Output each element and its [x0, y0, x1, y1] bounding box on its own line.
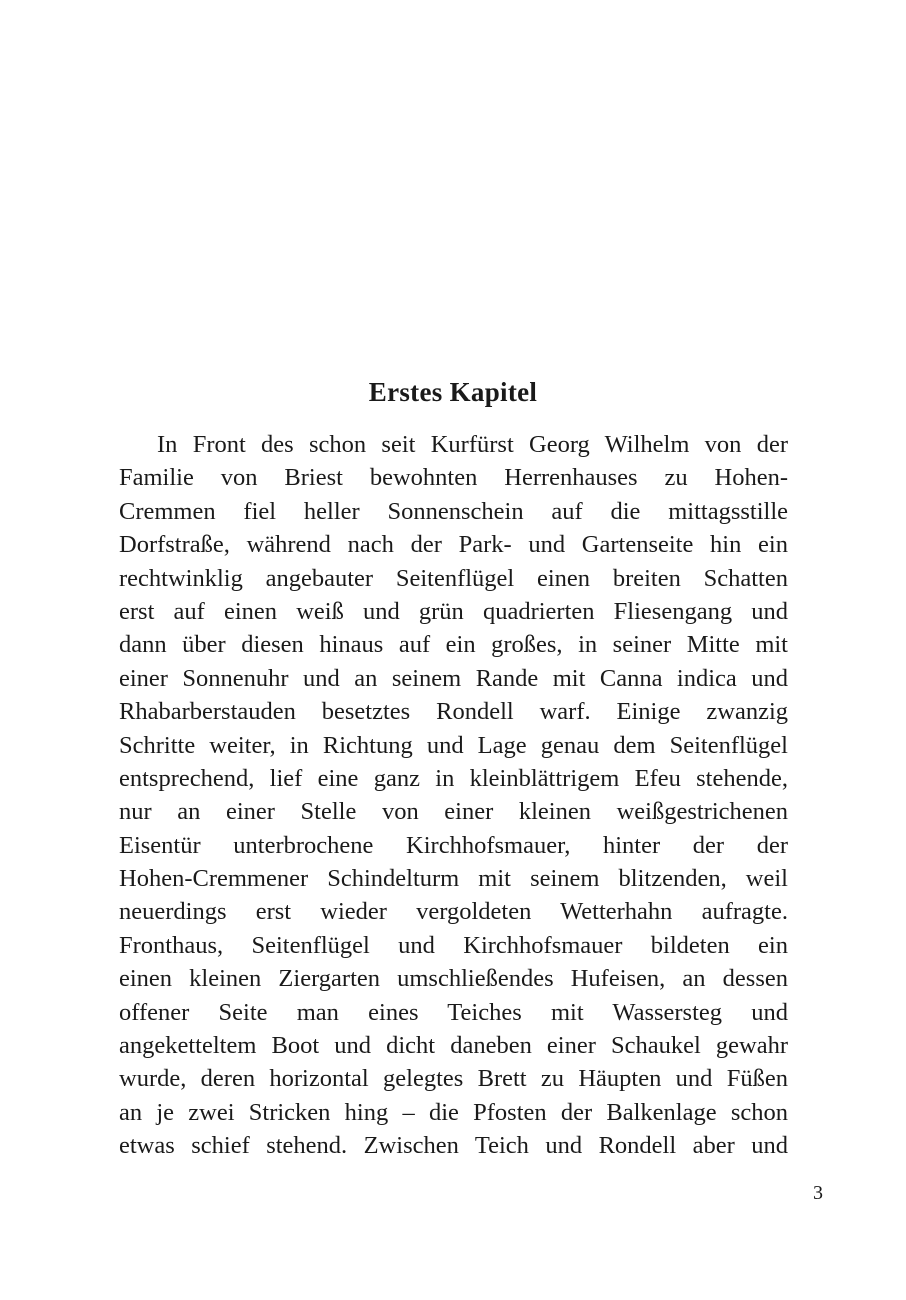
text-line: nur an einer Stelle von einer kleinen weißgestrichenen: [119, 798, 788, 826]
text-line: Eisentür unterbrochene Kirchhofsmauer, hinter der der: [119, 831, 788, 859]
text-line: etwas schief stehend. Zwischen Teich und Rondell aber und: [119, 1132, 788, 1160]
text-line: Hohen-Cremmener Schindelturm mit seinem blitzenden, weil: [119, 865, 788, 893]
text-line: einen kleinen Ziergarten umschließendes Hufeisen, an dessen: [119, 965, 788, 993]
text-line: wurde, deren horizontal gelegtes Brett zu Häupten und Füßen: [119, 1065, 788, 1093]
text-line: einer Sonnenuhr und an seinem Rande mit Canna indica und: [119, 664, 788, 692]
text-line: Cremmen fiel heller Sonnenschein auf die mittagsstille: [119, 497, 788, 525]
text-line: Familie von Briest bewohnten Herrenhauses zu Hohen-: [119, 464, 788, 492]
text-line: erst auf einen weiß und grün quadrierten Fliesengang und: [119, 597, 788, 625]
text-line: angeketteltem Boot und dicht daneben einer Schaukel gewahr: [119, 1032, 788, 1060]
text-line: dann über diesen hinaus auf ein großes, in seiner Mitte mit: [119, 631, 788, 659]
text-line: offener Seite man eines Teiches mit Wassersteg und: [119, 998, 788, 1026]
text-line: Dorfstraße, während nach der Park- und Gartenseite hin ein: [119, 531, 788, 559]
chapter-title: Erstes Kapitel: [368, 377, 538, 407]
text-line: entsprechend, lief eine ganz in kleinblättrigem Efeu stehende,: [119, 764, 788, 792]
text-line: an je zwei Stricken hing – die Pfosten der Balkenlage schon: [119, 1098, 788, 1126]
chapter-body: [119, 428, 788, 1163]
text-line: neuerdings erst wieder vergoldeten Wetterhahn aufragte.: [119, 898, 788, 926]
text-line: rechtwinklig angebauter Seitenflügel einen breiten Schatten: [119, 564, 788, 592]
text-line: Rhabarberstauden besetztes Rondell warf. Einige zwanzig: [119, 698, 788, 726]
text-line: Schritte weiter, in Richtung und Lage genau dem Seitenflügel: [119, 731, 788, 759]
text-line: In Front des schon seit Kurfürst Georg Wilhelm von der: [157, 431, 788, 458]
page-number: 3: [813, 1182, 823, 1204]
text-line: Fronthaus, Seitenflügel und Kirchhofsmauer bildeten ein: [119, 931, 788, 959]
